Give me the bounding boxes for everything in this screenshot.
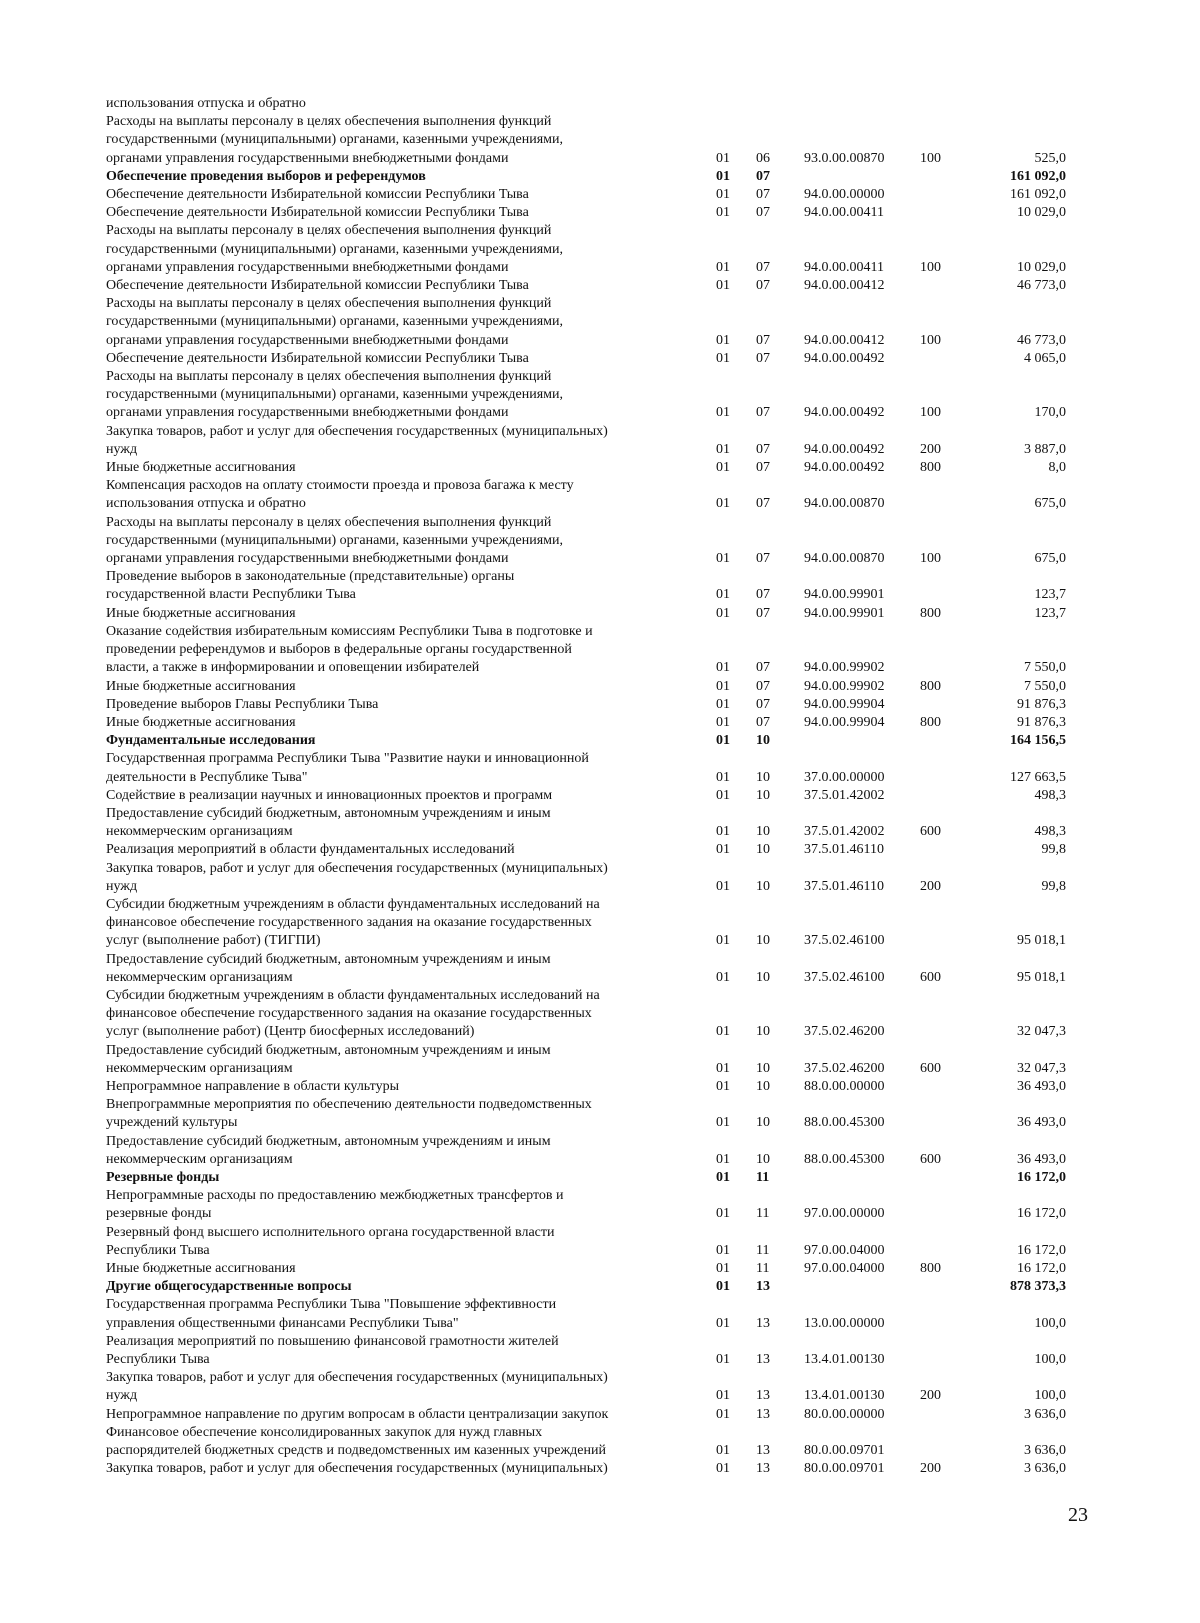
amount: 99,8 <box>1041 878 1066 894</box>
target-item-code: 88.0.00.00000 <box>804 1078 885 1094</box>
target-item-code: 88.0.00.45300 <box>804 1151 885 1167</box>
amount: 46 773,0 <box>1017 278 1066 294</box>
expense-type-code: 600 <box>920 824 941 840</box>
table-row <box>106 1424 1066 1460</box>
section-code: 01 <box>716 441 730 457</box>
target-item-code: 80.0.00.00000 <box>804 1406 885 1422</box>
amount: 127 663,5 <box>1010 769 1066 785</box>
amount: 498,3 <box>1034 787 1066 803</box>
subsection-code: 13 <box>756 1279 770 1295</box>
amount: 10 029,0 <box>1017 205 1066 221</box>
subsection-code: 10 <box>756 1060 770 1076</box>
table-row <box>106 896 1066 951</box>
table-row <box>106 459 1066 477</box>
table-row <box>106 423 1066 459</box>
target-item-code: 88.0.00.45300 <box>804 1115 885 1131</box>
row-description: Оказание содействия избирательным комиссиям Республики Тыва в подготовке и проведении референдумов и выборов в федеральные органы государственной власти, а также в информировании и оповещении избирателей <box>106 623 593 676</box>
amount: 164 156,5 <box>1010 733 1066 749</box>
expense-type-code: 800 <box>920 460 941 476</box>
table-row <box>106 222 1066 277</box>
row-description: Государственная программа Республики Тыва "Повышение эффективности управления общественными финансами Республики Тыва" <box>106 1297 557 1331</box>
section-code: 01 <box>716 259 730 275</box>
section-code: 01 <box>716 605 730 621</box>
section-code: 01 <box>716 1261 730 1276</box>
section-code: 01 <box>716 1242 730 1258</box>
target-item-code: 94.0.00.00411 <box>804 259 884 275</box>
subsection-code: 10 <box>756 1024 770 1040</box>
amount: 32 047,3 <box>1017 1024 1066 1040</box>
section-code: 01 <box>716 205 730 221</box>
row-description: Обеспечение проведения выборов и референдумов <box>106 168 426 184</box>
table-row <box>106 1406 1066 1424</box>
section-header-row <box>106 1278 1066 1296</box>
amount: 161 092,0 <box>1010 187 1066 203</box>
subsection-code: 06 <box>756 150 770 166</box>
section-code: 01 <box>716 1443 730 1459</box>
row-description: Обеспечение деятельности Избирательной комиссии Республики Тыва <box>106 278 529 294</box>
target-item-code: 94.0.00.00870 <box>804 496 885 512</box>
target-item-code: 37.5.02.46200 <box>804 1060 885 1076</box>
row-description: Предоставление субсидий бюджетным, автономным учреждениям и иным некоммерческим организациям <box>106 951 551 985</box>
expense-type-code: 100 <box>920 551 941 567</box>
table-row <box>106 1133 1066 1169</box>
amount: 36 493,0 <box>1017 1078 1066 1094</box>
table-row <box>106 204 1066 222</box>
subsection-code: 10 <box>756 733 770 749</box>
expense-type-code: 800 <box>920 1261 941 1276</box>
amount: 3 636,0 <box>1024 1443 1066 1459</box>
section-code: 01 <box>716 660 730 676</box>
subsection-code: 10 <box>756 1115 770 1131</box>
subsection-code: 10 <box>756 824 770 840</box>
section-code: 01 <box>716 769 730 785</box>
amount: 36 493,0 <box>1017 1151 1066 1167</box>
section-code: 01 <box>716 714 730 730</box>
amount: 95 018,1 <box>1017 933 1066 949</box>
expense-type-code: 600 <box>920 1060 941 1076</box>
row-description: Закупка товаров, работ и услуг для обеспечения государственных (муниципальных) нужд <box>106 423 608 457</box>
row-description: Непрограммное направление по другим вопросам в области централизации закупок <box>106 1406 609 1422</box>
expense-type-code: 200 <box>920 1388 941 1404</box>
target-item-code: 94.0.00.00492 <box>804 350 885 366</box>
table-row <box>106 1042 1066 1078</box>
expense-type-code: 800 <box>920 714 941 730</box>
section-code: 01 <box>716 678 730 694</box>
subsection-code: 07 <box>756 587 770 603</box>
subsection-code: 10 <box>756 1078 770 1094</box>
section-code: 01 <box>716 587 730 603</box>
subsection-code: 07 <box>756 187 770 203</box>
target-item-code: 94.0.00.00870 <box>804 551 885 567</box>
row-description: Предоставление субсидий бюджетным, автономным учреждениям и иным некоммерческим организациям <box>106 1133 551 1167</box>
section-code: 01 <box>716 1315 730 1331</box>
section-code: 01 <box>716 150 730 166</box>
target-item-code: 94.0.00.99902 <box>804 660 885 676</box>
row-description: Компенсация расходов на оплату стоимости проезда и провоза багажа к месту использования отпуска и обратно <box>106 478 574 512</box>
amount: 675,0 <box>1034 551 1066 567</box>
row-description: Государственная программа Республики Тыва "Развитие науки и инновационной деятельности в Республике Тыва" <box>106 751 589 785</box>
table-row <box>106 750 1066 786</box>
section-code: 01 <box>716 733 730 749</box>
row-description: Обеспечение деятельности Избирательной комиссии Республики Тыва <box>106 205 529 221</box>
amount: 123,7 <box>1034 587 1066 603</box>
section-code: 01 <box>716 1406 730 1422</box>
amount: 91 876,3 <box>1017 696 1066 712</box>
section-code: 01 <box>716 332 730 348</box>
table-row <box>106 1078 1066 1096</box>
subsection-code: 07 <box>756 168 770 184</box>
amount: 10 029,0 <box>1017 259 1066 275</box>
subsection-code: 07 <box>756 259 770 275</box>
target-item-code: 37.5.02.46100 <box>804 969 885 985</box>
table-row <box>106 714 1066 732</box>
target-item-code: 94.0.00.00411 <box>804 205 884 221</box>
row-description: Иные бюджетные ассигнования <box>106 714 296 730</box>
amount: 675,0 <box>1034 496 1066 512</box>
amount: 16 172,0 <box>1017 1261 1066 1276</box>
section-code: 01 <box>716 842 730 858</box>
row-description: Расходы на выплаты персоналу в целях обеспечения выполнения функций государственными (муниципальными) органами, казенными учреждениями, органами управления государственными внебюджетными фондами <box>106 223 563 275</box>
row-description: Закупка товаров, работ и услуг для обеспечения государственных (муниципальных) нужд <box>106 860 608 894</box>
section-code: 01 <box>716 551 730 567</box>
table-row <box>106 1333 1066 1369</box>
subsection-code: 07 <box>756 350 770 366</box>
target-item-code: 37.5.01.46110 <box>804 842 884 858</box>
section-code: 01 <box>716 496 730 512</box>
subsection-code: 11 <box>756 1261 770 1276</box>
amount: 32 047,3 <box>1017 1060 1066 1076</box>
target-item-code: 94.0.00.99901 <box>804 605 885 621</box>
table-row <box>106 623 1066 678</box>
table-row <box>106 477 1066 513</box>
row-description: Непрограммное направление в области культуры <box>106 1078 399 1094</box>
target-item-code: 94.0.00.00412 <box>804 332 885 348</box>
table-row <box>106 113 1066 168</box>
section-code: 01 <box>716 1169 730 1185</box>
expense-type-code: 800 <box>920 678 941 694</box>
target-item-code: 37.0.00.00000 <box>804 769 885 785</box>
target-item-code: 94.0.00.00412 <box>804 278 885 294</box>
row-description: Предоставление субсидий бюджетным, автономным учреждениям и иным некоммерческим организациям <box>106 1042 551 1076</box>
subsection-code: 10 <box>756 1151 770 1167</box>
table-row <box>106 605 1066 623</box>
expense-type-code: 100 <box>920 405 941 421</box>
target-item-code: 37.5.01.46110 <box>804 878 884 894</box>
subsection-code: 13 <box>756 1352 770 1368</box>
target-item-code: 97.0.00.04000 <box>804 1261 885 1276</box>
row-description: Расходы на выплаты персоналу в целях обеспечения выполнения функций государственными (муниципальными) органами, казенными учреждениями, органами управления государственными внебюджетными фондами <box>106 114 563 166</box>
amount: 161 092,0 <box>1010 168 1066 184</box>
target-item-code: 94.0.00.00492 <box>804 441 885 457</box>
table-row <box>106 805 1066 841</box>
amount: 91 876,3 <box>1017 714 1066 730</box>
amount: 100,0 <box>1034 1352 1066 1368</box>
target-item-code: 80.0.00.09701 <box>804 1461 885 1477</box>
amount: 16 172,0 <box>1017 1169 1066 1185</box>
amount: 46 773,0 <box>1017 332 1066 348</box>
amount: 8,0 <box>1048 460 1066 476</box>
row-description: использования отпуска и обратно <box>106 96 306 111</box>
amount: 498,3 <box>1034 824 1066 840</box>
table-row <box>106 841 1066 859</box>
table-row <box>106 1260 1066 1278</box>
section-code: 01 <box>716 1115 730 1131</box>
row-description: Иные бюджетные ассигнования <box>106 1261 296 1276</box>
row-description: Субсидии бюджетным учреждениям в области фундаментальных исследований на финансовое обеспечение государственного задания на оказание государственных услуг (выполнение работ) (ТИГПИ) <box>106 896 600 949</box>
expense-type-code: 800 <box>920 605 941 621</box>
section-code: 01 <box>716 1279 730 1295</box>
target-item-code: 94.0.00.99901 <box>804 587 885 603</box>
table-row <box>106 678 1066 696</box>
subsection-code: 07 <box>756 205 770 221</box>
subsection-code: 13 <box>756 1406 770 1422</box>
row-description: Обеспечение деятельности Избирательной комиссии Республики Тыва <box>106 350 529 366</box>
section-code: 01 <box>716 350 730 366</box>
row-description: Обеспечение деятельности Избирательной комиссии Республики Тыва <box>106 187 529 203</box>
table-row <box>106 295 1066 350</box>
amount: 99,8 <box>1041 842 1066 858</box>
row-description: Иные бюджетные ассигнования <box>106 605 296 621</box>
row-description: Закупка товаров, работ и услуг для обеспечения государственных (муниципальных) <box>106 1461 608 1477</box>
target-item-code: 97.0.00.04000 <box>804 1242 885 1258</box>
expense-type-code: 600 <box>920 1151 941 1167</box>
expense-type-code: 200 <box>920 1461 941 1477</box>
row-description: Закупка товаров, работ и услуг для обеспечения государственных (муниципальных) нужд <box>106 1370 608 1404</box>
subsection-code: 07 <box>756 278 770 294</box>
amount: 4 065,0 <box>1024 350 1066 366</box>
target-item-code: 94.0.00.00000 <box>804 187 885 203</box>
table-row <box>106 1296 1066 1332</box>
section-code: 01 <box>716 405 730 421</box>
row-description: Непрограммные расходы по предоставлению межбюджетных трансфертов и резервные фонды <box>106 1188 564 1222</box>
expense-type-code: 100 <box>920 259 941 275</box>
table-row <box>106 1460 1066 1478</box>
row-description: Проведение выборов в законодательные (представительные) органы государственной власти Республики Тыва <box>106 569 515 603</box>
subsection-code: 07 <box>756 605 770 621</box>
row-description: Расходы на выплаты персоналу в целях обеспечения выполнения функций государственными (муниципальными) органами, казенными учреждениями, органами управления государственными внебюджетными фондами <box>106 369 563 421</box>
section-code: 01 <box>716 933 730 949</box>
row-description: Содействие в реализации научных и инновационных проектов и программ <box>106 787 553 803</box>
table-row <box>106 277 1066 295</box>
subsection-code: 10 <box>756 933 770 949</box>
section-code: 01 <box>716 696 730 712</box>
target-item-code: 94.0.00.99902 <box>804 678 885 694</box>
subsection-code: 07 <box>756 496 770 512</box>
section-code: 01 <box>716 787 730 803</box>
subsection-code: 11 <box>756 1206 770 1222</box>
section-header-row <box>106 1169 1066 1187</box>
target-item-code: 80.0.00.09701 <box>804 1443 885 1459</box>
amount: 16 172,0 <box>1017 1206 1066 1222</box>
row-description: Иные бюджетные ассигнования <box>106 678 296 694</box>
expense-type-code: 100 <box>920 150 941 166</box>
subsection-code: 10 <box>756 878 770 894</box>
subsection-code: 07 <box>756 332 770 348</box>
section-code: 01 <box>716 1024 730 1040</box>
table-row <box>106 350 1066 368</box>
amount: 123,7 <box>1034 605 1066 621</box>
row-description: Внепрограммные мероприятия по обеспечению деятельности подведомственных учреждений культуры <box>106 1097 592 1131</box>
section-code: 01 <box>716 1206 730 1222</box>
amount: 7 550,0 <box>1024 660 1066 676</box>
amount: 878 373,3 <box>1010 1279 1066 1295</box>
target-item-code: 37.5.02.46200 <box>804 1024 885 1040</box>
section-code: 01 <box>716 168 730 184</box>
expense-type-code: 100 <box>920 332 941 348</box>
subsection-code: 07 <box>756 551 770 567</box>
row-description: Иные бюджетные ассигнования <box>106 460 296 476</box>
section-code: 01 <box>716 460 730 476</box>
amount: 3 636,0 <box>1024 1461 1066 1477</box>
amount: 100,0 <box>1034 1315 1066 1331</box>
target-item-code: 93.0.00.00870 <box>804 150 885 166</box>
subsection-code: 07 <box>756 660 770 676</box>
subsection-code: 10 <box>756 842 770 858</box>
amount: 170,0 <box>1034 405 1066 421</box>
amount: 16 172,0 <box>1017 1242 1066 1258</box>
subsection-code: 13 <box>756 1443 770 1459</box>
target-item-code: 37.5.01.42002 <box>804 824 885 840</box>
subsection-code: 10 <box>756 787 770 803</box>
table-row <box>106 1369 1066 1405</box>
table-row <box>106 1096 1066 1132</box>
section-code: 01 <box>716 278 730 294</box>
amount: 7 550,0 <box>1024 678 1066 694</box>
section-code: 01 <box>716 1352 730 1368</box>
target-item-code: 94.0.00.00492 <box>804 460 885 476</box>
subsection-code: 07 <box>756 714 770 730</box>
section-code: 01 <box>716 969 730 985</box>
section-header-row <box>106 168 1066 186</box>
table-row <box>106 568 1066 604</box>
target-item-code: 13.4.01.00130 <box>804 1388 885 1404</box>
row-description: Субсидии бюджетным учреждениям в области фундаментальных исследований на финансовое обеспечение государственного задания на оказание государственных услуг (выполнение работ) (Центр биосферных исследований) <box>106 987 600 1040</box>
table-row <box>106 1187 1066 1223</box>
table-row <box>106 95 1066 113</box>
amount: 525,0 <box>1034 150 1066 166</box>
row-description: Финансовое обеспечение консолидированных закупок для нужд главных распорядителей бюджетных средств и подведомственных им казенных учреждений <box>106 1424 606 1459</box>
expense-type-code: 600 <box>920 969 941 985</box>
row-description: Проведение выборов Главы Республики Тыва <box>106 696 379 712</box>
subsection-code: 13 <box>756 1461 770 1477</box>
amount: 3 887,0 <box>1024 441 1066 457</box>
row-description: Реализация мероприятий в области фундаментальных исследований <box>106 842 515 858</box>
amount: 95 018,1 <box>1017 969 1066 985</box>
table-row <box>106 787 1066 805</box>
target-item-code: 94.0.00.00492 <box>804 405 885 421</box>
page-number: 23 <box>1068 1504 1088 1526</box>
budget-table <box>106 95 1066 1478</box>
table-row <box>106 1224 1066 1260</box>
table-row <box>106 514 1066 569</box>
subsection-code: 11 <box>756 1242 770 1258</box>
section-code: 01 <box>716 1151 730 1167</box>
section-code: 01 <box>716 1060 730 1076</box>
row-description: Расходы на выплаты персоналу в целях обеспечения выполнения функций государственными (муниципальными) органами, казенными учреждениями, органами управления государственными внебюджетными фондами <box>106 296 563 348</box>
subsection-code: 07 <box>756 696 770 712</box>
subsection-code: 11 <box>756 1169 770 1185</box>
table-row <box>106 368 1066 423</box>
subsection-code: 13 <box>756 1315 770 1331</box>
target-item-code: 94.0.00.99904 <box>804 714 885 730</box>
expense-type-code: 200 <box>920 878 941 894</box>
subsection-code: 07 <box>756 460 770 476</box>
amount: 36 493,0 <box>1017 1115 1066 1131</box>
expense-type-code: 200 <box>920 441 941 457</box>
section-code: 01 <box>716 1078 730 1094</box>
subsection-code: 07 <box>756 678 770 694</box>
target-item-code: 94.0.00.99904 <box>804 696 885 712</box>
row-description: Резервные фонды <box>106 1169 220 1185</box>
section-code: 01 <box>716 1388 730 1404</box>
table-row <box>106 860 1066 896</box>
target-item-code: 37.5.02.46100 <box>804 933 885 949</box>
subsection-code: 10 <box>756 969 770 985</box>
row-description: Другие общегосударственные вопросы <box>106 1279 352 1295</box>
row-description: Реализация мероприятий по повышению финансовой грамотности жителей Республики Тыва <box>106 1333 559 1368</box>
subsection-code: 07 <box>756 405 770 421</box>
row-description: Предоставление субсидий бюджетным, автономным учреждениям и иным некоммерческим организациям <box>106 805 551 840</box>
section-code: 01 <box>716 824 730 840</box>
amount: 3 636,0 <box>1024 1406 1066 1422</box>
target-item-code: 13.4.01.00130 <box>804 1352 885 1368</box>
table-row <box>106 987 1066 1042</box>
target-item-code: 37.5.01.42002 <box>804 787 885 803</box>
subsection-code: 10 <box>756 769 770 785</box>
table-row <box>106 951 1066 987</box>
subsection-code: 07 <box>756 441 770 457</box>
target-item-code: 13.0.00.00000 <box>804 1315 885 1331</box>
target-item-code: 97.0.00.00000 <box>804 1206 885 1222</box>
subsection-code: 13 <box>756 1388 770 1404</box>
amount: 100,0 <box>1034 1388 1066 1404</box>
table-row <box>106 186 1066 204</box>
section-header-row <box>106 732 1066 750</box>
row-description: Расходы на выплаты персоналу в целях обеспечения выполнения функций государственными (муниципальными) органами, казенными учреждениями, органами управления государственными внебюджетными фондами <box>106 514 563 567</box>
row-description: Резервный фонд высшего исполнительного органа государственной власти Республики Тыва <box>106 1224 555 1258</box>
section-code: 01 <box>716 187 730 203</box>
section-code: 01 <box>716 878 730 894</box>
row-description: Фундаментальные исследования <box>106 733 316 749</box>
table-row <box>106 696 1066 714</box>
section-code: 01 <box>716 1461 730 1477</box>
